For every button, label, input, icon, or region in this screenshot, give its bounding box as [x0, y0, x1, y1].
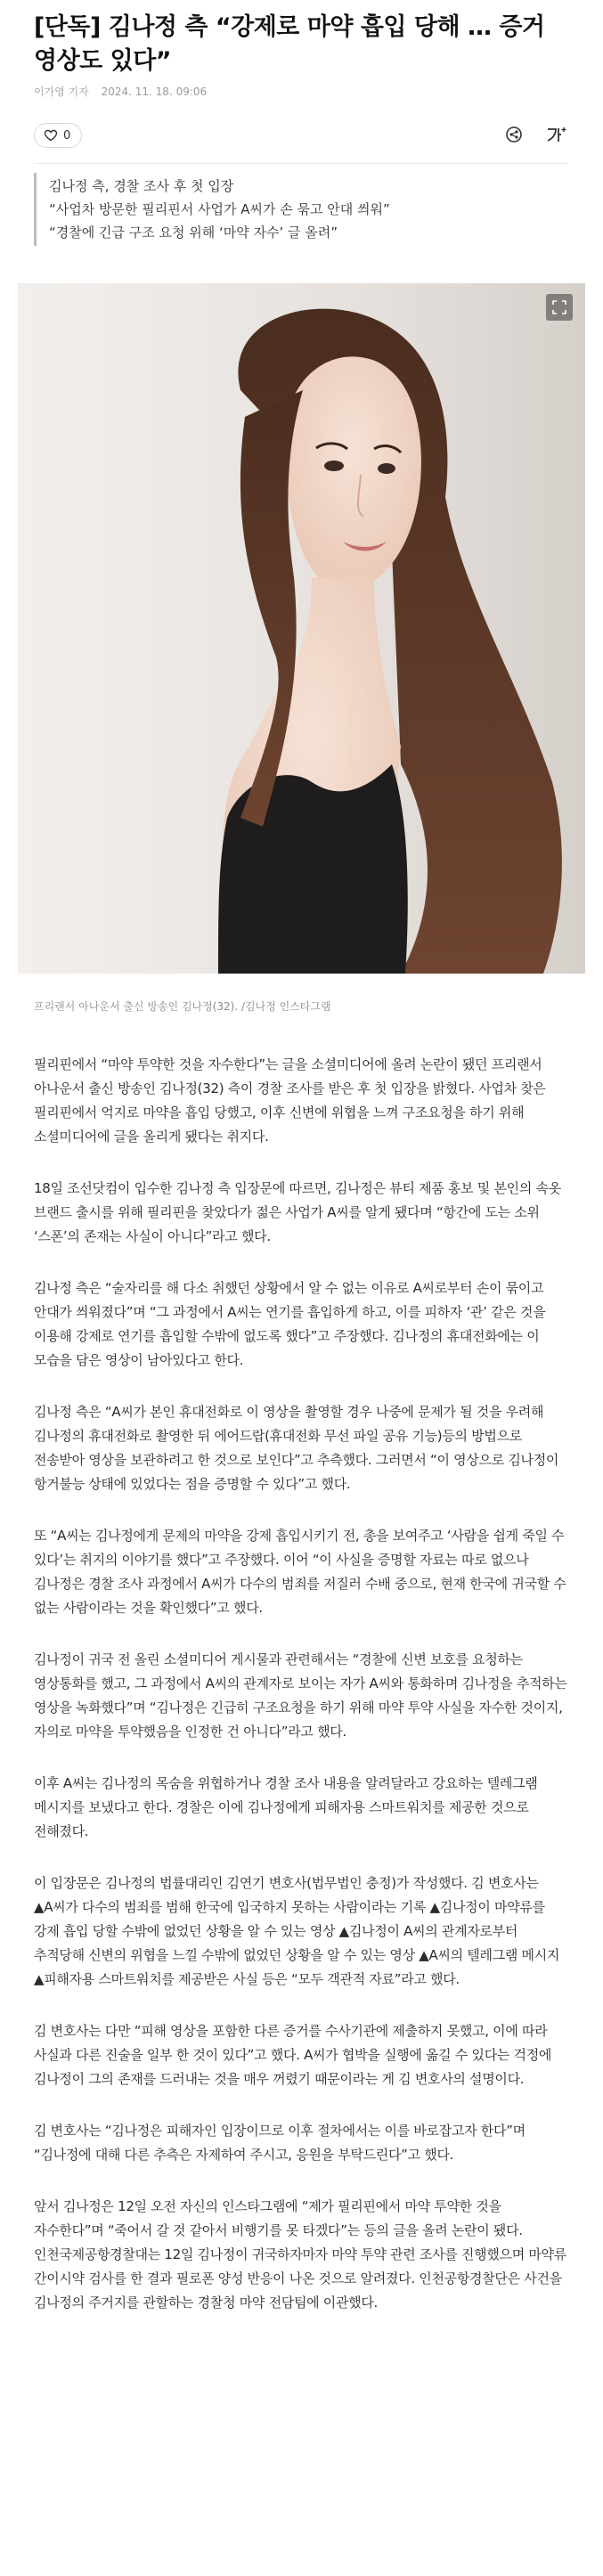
right-tools [502, 123, 568, 146]
subheadline-3: “경찰에 긴급 구조 요청 위해 ‘마약 자수’ 글 올려” [49, 224, 338, 240]
article-body [34, 1053, 572, 2343]
article-toolbar [34, 121, 568, 153]
article-title: [단독] 김나정 측 “강제로 마약 흡입 당해 … 증거 영상도 있다” [34, 13, 545, 75]
paragraph: 김나정 측은 “A씨가 본인 휴대전화로 이 영상을 촬영할 경우 나중에 문제가 될 것을 우려해 김나정의 휴대전화로 촬영한 뒤 에어드랍(휴대전화 무선 파일 공유 기능)등의 방법으로 전송받아 영상을 보관하려고 한 것으로 보인다”고 추측했다. 그러면서 “이 영상으로 김나정이 항거불능 상태에 있었다는 점을 증명할 수 있다”고 했다. [34, 1404, 559, 1492]
like-icon [44, 128, 58, 143]
paragraph: 이 입장문은 김나정의 법률대리인 김연기 변호사(법무법인 충정)가 작성했다. 김 변호사는 ▲A씨가 다수의 범죄를 범해 한국에 입국하지 못하는 사람이라는 기록 ▲김나정이 마약류를 강제 흡입 당할 수밖에 없었던 상황을 알 수 있는 영상 ▲김나정이 A씨의 관계자로부터 추적당해 신변의 위협을 느낄 수밖에 없었던 상황을 알 수 있는 영상 ▲A씨의 텔레그램 메시지 ▲피해자용 스마트워치를 제공받은 사실 등은 “모두 객관적 자료”라고 했다. [34, 1875, 560, 1987]
like-count: 0 [63, 128, 71, 143]
share-button[interactable] [502, 123, 526, 146]
header-divider [34, 163, 568, 164]
subheadline-box [34, 173, 548, 246]
publish-date: 2024. 11. 18. 09:06 [101, 86, 208, 98]
share-icon [504, 125, 524, 144]
paragraph: 김 변호사는 다만 “피해 영상을 포함한 다른 증거를 수사기관에 제출하지 못했고, 이에 따라 사실과 다른 진술을 일부 한 것이 있다”고 했다. A씨가 협박을 실행에 옮길 수 있다는 걱정에 김나정이 그의 존재를 드러내는 것을 매우 꺼렸기 때문이라는 게 김 변호사의 설명이다. [34, 2023, 552, 2087]
reporter-name[interactable]: 이가영 기자 [34, 86, 89, 98]
article-photo[interactable] [18, 283, 585, 974]
subheadline-1: 김나정 측, 경찰 조사 후 첫 입장 [49, 178, 234, 194]
paragraph: 앞서 김나정은 12일 오전 자신의 인스타그램에 “제가 필리핀에서 마약 투약한 것을 자수한다”며 “죽어서 갈 것 같아서 비행기를 못 타겠다”는 등의 글을 올려 논란이 됐다. 인천국제공항경찰대는 12일 김나정이 귀국하자마자 마약 투약 관련 조사를 진행했으며 마약류 간이시약 검사를 한 결과 필로폰 양성 반응이 나온 것으로 알려졌다. 인천공항경찰단은 사건을 김나정의 주거지를 관할하는 경찰청 마약 전담팀에 이관했다. [34, 2198, 566, 2311]
paragraph: 또 “A씨는 김나정에게 문제의 마약을 강제 흡입시키기 전, 총을 보여주고 ‘사람을 쉽게 죽일 수 있다’는 취지의 이야기를 했다”고 주장했다. 이어 “이 사실을 증명할 자료는 따로 없으나 김나정은 경찰 조사 과정에서 A씨가 다수의 범죄를 저질러 수배 중으로, 현재 한국에 귀국할 수 없는 사람이라는 것을 확인했다”고 했다. [34, 1528, 566, 1616]
paragraph: 필리핀에서 “마약 투약한 것을 자수한다”는 글을 소셜미디어에 올려 논란이 됐던 프리랜서 아나운서 출신 방송인 김나정(32) 측이 경찰 조사를 받은 후 첫 입장을 밝혔다. 사업차 찾은 필리핀에서 억지로 마약을 흡입 당했고, 이후 신변에 위협을 느껴 구조요청을 하기 위해 소셜미디어에 글을 올리게 됐다는 취지다. [34, 1056, 546, 1145]
expand-icon [552, 300, 566, 314]
paragraph: 김나정 측은 “술자리를 해 다소 취했던 상황에서 알 수 없는 이유로 A씨로부터 손이 묶이고 안대가 씌워졌다”며 “그 과정에서 A씨는 연기를 흡입하게 하고, 이를 피하자 ‘관’ 같은 것을 이용해 강제로 연기를 흡입할 수밖에 없도록 했다”고 주장했다. 김나정의 휴대전화에는 이 모습을 담은 영상이 남아있다고 한다. [34, 1280, 546, 1368]
paragraph: 김 변호사는 “김나정은 피해자인 입장이므로 이후 절차에서는 이를 바로잡고자 한다”며 “김나정에 대해 다른 추측은 자제하여 주시고, 응원을 부탁드린다”고 했다. [34, 2123, 526, 2163]
like-button[interactable] [34, 123, 82, 148]
paragraph: 18일 조선닷컴이 입수한 김나정 측 입장문에 따르면, 김나정은 뷰티 제품 홍보 및 본인의 속옷 브랜드 출시를 위해 필리핀을 찾았다가 젊은 사업가 A씨를 알게 됐다며 “항간에 도는 소위 ‘스폰’의 존재는 사실이 아니다”라고 했다. [34, 1180, 561, 1244]
font-size-icon [545, 125, 568, 144]
font-size-button[interactable] [545, 123, 568, 146]
paragraph: 이후 A씨는 김나정의 목숨을 위협하거나 경찰 조사 내용을 알려달라고 강요하는 텔레그램 메시지를 보냈다고 한다. 경찰은 이에 김나정에게 피해자용 스마트워치를 제공한 것으로 전해졌다. [34, 1775, 538, 1839]
subheadline-2: “사업차 방문한 필리핀서 사업가 A씨가 손 묶고 안대 씌워” [49, 201, 390, 217]
byline [34, 84, 216, 99]
expand-photo-button[interactable] [546, 294, 573, 321]
photo-caption: 프리랜서 아나운서 출신 방송인 김나정(32). /김나정 인스타그램 [34, 1000, 331, 1013]
paragraph: 김나정이 귀국 전 올린 소셜미디어 게시물과 관련해서는 “경찰에 신변 보호를 요청하는 영상통화를 했고, 그 과정에서 A씨의 관계자로 보이는 자가 A씨와 통화하며 김나정을 추적하는 영상을 녹화했다”며 “김나정은 긴급히 구조요청을 하기 위해 마약 투약 사실을 자수한 것이지, 자의로 마약을 투약했음을 인정한 건 아니다”라고 했다. [34, 1651, 567, 1740]
